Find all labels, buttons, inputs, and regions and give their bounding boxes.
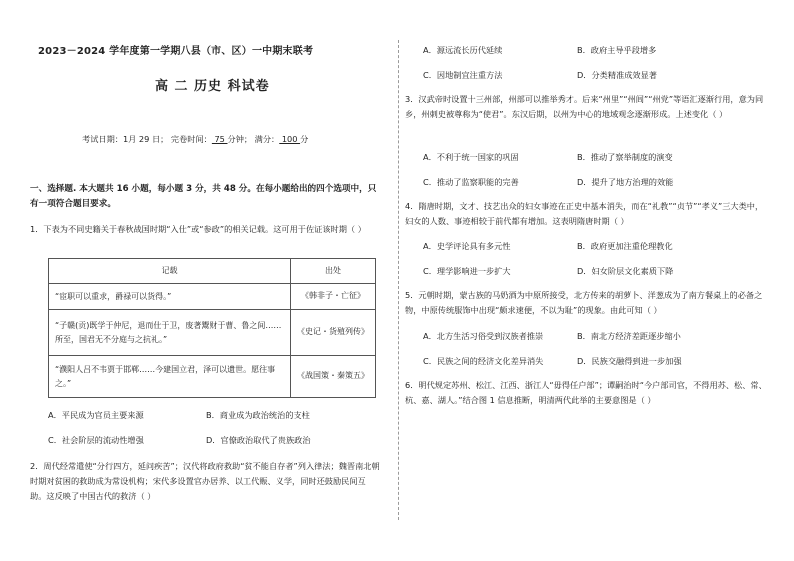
q5-option-c[interactable]: C．民族之间的经济文化差异消失 xyxy=(423,356,544,366)
exam-info xyxy=(82,134,308,145)
column-divider xyxy=(398,40,400,520)
exam-title: 2023－2024 学年度第一学期八县（市、区）一中期末联考 xyxy=(38,46,314,57)
table-cell-source: 《史记・货殖列传》 xyxy=(291,310,376,356)
question-3-stem: 3．汉武帝时设置十三州部，州部可以推举秀才。后来“州里”“州闾”“州党”等语汇逐渐行用，意为同乡，州刺史被尊称为“使君”。东汉后期，以州为中心的地域观念逐渐形成。上述变化（ ） xyxy=(405,94,764,120)
table-cell-source: 《韩非子・亡征》 xyxy=(291,284,376,310)
q3-option-b[interactable]: B．推动了察举制度的演变 xyxy=(577,152,673,162)
table-row xyxy=(49,310,376,356)
q1-option-b[interactable]: B．商业成为政治统治的支柱 xyxy=(206,410,310,420)
q5-option-b[interactable]: B．南北方经济差距逐步缩小 xyxy=(577,331,681,341)
question-2-stem: 2．周代经常遣使“分行四方，延问疾苦”；汉代将政府救助“贫不能自存者”列入律法；魏晋南北朝时期对贫困的救助成为常设机构；宋代多设置官办居养、以工代赈、义学，同时还鼓励民间互助。这反映了中国古代的救济（ ） xyxy=(30,461,380,502)
question-1-table xyxy=(48,258,376,398)
q3-option-c[interactable]: C．推动了监察职能的完善 xyxy=(423,177,519,187)
q1-option-a[interactable]: A．平民成为官员主要来源 xyxy=(48,410,144,420)
q4-option-d[interactable]: D．妇女阶层文化素质下降 xyxy=(577,266,674,276)
score-value: 100 xyxy=(279,134,301,144)
time-value: 75 xyxy=(211,134,228,144)
question-6-stem: 6．明代规定苏州、松江、江西、浙江人“毋得任户部”；谭嗣治时“今户部司官，不得用苏、松、常、杭、嘉、湖人。”结合图 1 信息推断，明清两代此举的主要意图是（ ） xyxy=(405,380,767,406)
question-1-stem: 1．下表为不同史籍关于春秋战国时期“入仕”或“参政”的相关记载。这可用于佐证该时期（ ） xyxy=(30,224,366,234)
table-row xyxy=(49,284,376,310)
q2-option-c[interactable]: C．因地制宜注重方法 xyxy=(423,70,503,80)
q4-option-b[interactable]: B．政府更加注重伦理教化 xyxy=(577,241,673,251)
table-cell-source: 《战国策・秦策五》 xyxy=(291,356,376,398)
q2-option-b[interactable]: B．政府主导乎段增多 xyxy=(577,45,657,55)
info-mid: 分钟； 满分： xyxy=(227,134,280,144)
q5-option-a[interactable]: A．北方生活习俗受到汉族者推崇 xyxy=(423,331,544,341)
table-cell-record: “宦职可以重求，爵禄可以货得。” xyxy=(49,284,291,310)
table-cell-record: “子赣(贡)既学于仲尼，退而仕于卫，废著鬻财于曹、鲁之间……所至，国君无不分庭与之抗礼。” xyxy=(49,310,291,356)
q4-option-c[interactable]: C．理学影响进一步扩大 xyxy=(423,266,511,276)
table-cell-record: “濮阳人吕不韦贾于邯郸……今建国立君，泽可以遗世。愿往事之。” xyxy=(49,356,291,398)
table-row xyxy=(49,356,376,398)
table-header-source: 出处 xyxy=(291,259,376,284)
section-heading: 一、选择题. 本大题共 16 小题，每小题 3 分，共 48 分。在每小题给出的四个选项中，只有一项符合题目要求。 xyxy=(30,184,377,210)
q2-option-d[interactable]: D．分类精准成效显著 xyxy=(577,70,657,80)
table-header-record: 记载 xyxy=(49,259,291,284)
subject-title: 高 二 历史 科试卷 xyxy=(155,79,270,94)
q1-option-d[interactable]: D．官僚政治取代了贵族政治 xyxy=(206,435,311,445)
q2-option-a[interactable]: A．源远流长历代延续 xyxy=(423,45,503,55)
q5-option-d[interactable]: D．民族交融得到进一步加强 xyxy=(577,356,682,366)
info-suffix: 分 xyxy=(300,134,309,144)
question-5-stem: 5．元朝时期，蒙古族的马奶酒为中原所接受，北方传来的胡萝卜、洋葱成为了南方餐桌上的必备之物，中原传统服饰中出现“颇求速便，不以为耻”的现象。由此可知（ ） xyxy=(405,290,763,316)
q3-option-d[interactable]: D．提升了地方治理的效能 xyxy=(577,177,674,187)
q4-option-a[interactable]: A．史学评论具有多元性 xyxy=(423,241,511,251)
question-4-stem: 4．隋唐时期，文才、技艺出众的妇女事迹在正史中基本消失，而在“礼教”“贞节”“孝义”三大类中，妇女的人数、事迹相较于前代都有增加。这表明隋唐时期（ ） xyxy=(405,201,764,227)
info-prefix: 考试日期：1月 29 日； 完卷时间： xyxy=(82,134,212,144)
q1-option-c[interactable]: C．社会阶层的流动性增强 xyxy=(48,435,144,445)
table-header-row xyxy=(49,259,376,284)
q3-option-a[interactable]: A．不利于统一国家的巩固 xyxy=(423,152,519,162)
